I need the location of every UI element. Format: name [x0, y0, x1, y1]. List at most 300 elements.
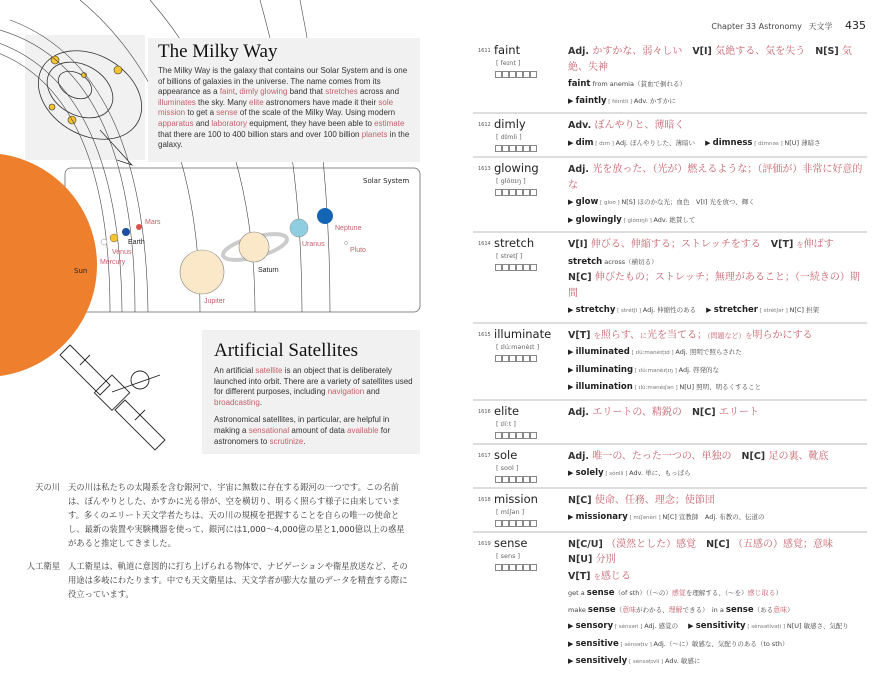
derived-word: faintly	[575, 95, 607, 106]
definition-line	[568, 536, 867, 567]
satellites-text	[214, 366, 414, 447]
meaning: 唯一の、たった一つの、単独の	[592, 450, 732, 462]
meaning: エリート	[718, 406, 759, 418]
pronunciation: [ ɪlúːmənèɪt ]	[496, 342, 540, 351]
checkbox[interactable]	[516, 71, 523, 78]
translation-text: 天の川は私たちの太陽系を含む銀河で、宇宙に無数に存在する銀河の一つです。この名前は、ぼんやりとした、かすかに光る帯が、空を横切り、明るく照らす様子に由来しています。多くのエリート天文学者たちは、天の川の規模を把握することを自らの唯一の使命とし、最新の装置や実験機器を使って、銀河には1,000〜4,000億の星と1,000億以上の惑星があると推定してきました。	[68, 482, 405, 548]
text-run: Astronomical satellites, in particular, are helpful in making a	[214, 415, 390, 435]
planet-label-neptune: Neptune	[335, 225, 362, 232]
derived-word: sensitive	[575, 638, 619, 649]
note: across（横切る）	[602, 257, 658, 266]
checkbox[interactable]	[530, 520, 537, 527]
arrow-icon: ▶	[568, 365, 576, 374]
chapter-title-ja: 天文学	[808, 22, 833, 31]
meaning: ぼんやりと、薄暗く	[594, 120, 685, 131]
meaning: 伸びたもの；ストレッチ；無理があること；（一続きの）期間	[568, 272, 860, 299]
meaning-particle: に	[640, 331, 648, 340]
meaning-particle: 感覚	[671, 589, 686, 597]
checkbox[interactable]	[502, 355, 509, 362]
headword: dimly	[494, 117, 526, 131]
highlighted-vocab: apparatus	[158, 118, 194, 128]
highlighted-vocab: satellite	[255, 366, 283, 375]
derived-word: stretchy	[575, 305, 616, 315]
checkbox[interactable]	[516, 520, 523, 527]
headword: mission	[494, 491, 538, 506]
checkbox[interactable]	[523, 520, 530, 527]
meaning: 明らかにする	[752, 329, 813, 341]
checkbox[interactable]	[516, 189, 523, 196]
checkbox[interactable]	[502, 189, 509, 196]
highlighted-vocab: faint	[219, 87, 235, 97]
text-run: is an object that is deliberately launched into orbit. There are a variety of satellites used for different purposes, including	[214, 366, 413, 397]
text-run: An artificial	[214, 366, 256, 375]
pronunciation: [ sóʊlli ]	[603, 471, 630, 477]
note: （ある	[753, 605, 774, 614]
translation-label: 天の川	[35, 482, 60, 492]
derived-word: stretcher	[713, 305, 758, 315]
vocab-entry	[473, 489, 867, 533]
definition-line	[568, 404, 867, 420]
meaning: 照らす、	[600, 329, 641, 341]
definition-line	[568, 161, 867, 192]
pronunciation: [ gloʊ ]	[598, 200, 622, 206]
definition-line	[568, 43, 867, 74]
checkbox[interactable]	[509, 189, 516, 196]
arrow-icon: ▶	[568, 383, 576, 391]
checkbox[interactable]	[495, 264, 502, 271]
vocab-entry	[473, 233, 867, 324]
derived-word: glow	[575, 197, 599, 207]
pronunciation: [ mɪ́ʃən ]	[496, 507, 525, 516]
pronunciation: [ sènsətívəṭi ]	[745, 624, 787, 630]
highlighted-vocab: dimly glowing	[239, 87, 288, 97]
meaning: エリートの、精鋭の	[592, 406, 682, 418]
note: （of sth）（（〜の）	[614, 589, 672, 597]
arrow-icon: ▶	[568, 215, 576, 224]
derived-word: faint	[568, 79, 591, 89]
pronunciation: [ ɪlúːmənèɪṭɪd ]	[629, 350, 676, 356]
meaning: 光を当てる；	[647, 329, 708, 341]
pronunciation: [ glóʊɪŋli ]	[621, 217, 654, 224]
arrow-icon: ▶	[568, 513, 576, 521]
meaning: 光を放った、（光が）燃えるような；（評価が）非常に好意的な	[568, 164, 863, 191]
derived-word: sense	[587, 604, 616, 615]
checkbox[interactable]	[495, 476, 502, 483]
part-of-speech: V[T]	[770, 239, 797, 250]
meaning: 感じる	[600, 570, 631, 582]
highlighted-vocab: sense	[216, 108, 238, 118]
entry-number: 1617	[478, 452, 491, 459]
checkbox[interactable]	[509, 71, 516, 78]
derived-word: glowingly	[575, 214, 622, 225]
translation-label: 人工衛星	[26, 561, 60, 571]
note: Adv. 単に、もっぱら	[629, 469, 691, 477]
checkbox[interactable]	[530, 264, 537, 271]
part-of-speech: N[C]	[691, 406, 719, 418]
text-run: band that	[287, 87, 326, 97]
checkbox[interactable]	[509, 355, 516, 362]
definition-line	[568, 652, 867, 669]
text-run: the sky. Many	[195, 97, 249, 107]
note: N[U] 薄暗さ	[784, 138, 821, 147]
definition-line	[568, 464, 867, 481]
definition-line	[568, 378, 867, 395]
meaning: 伸ばす	[803, 239, 834, 250]
pronunciation: [ ɪlúːmənèɪṭɪŋ ]	[633, 367, 679, 374]
note: がわかる、	[636, 605, 669, 614]
checkbox[interactable]	[516, 145, 523, 152]
arrow-icon: ▶	[568, 198, 576, 206]
definition-line	[568, 253, 867, 269]
checkbox[interactable]	[495, 520, 502, 527]
pronunciation: [ strétʃər ]	[757, 308, 790, 314]
definitions	[568, 448, 867, 481]
highlighted-vocab: available	[347, 425, 379, 435]
translation-milky-way	[20, 480, 420, 550]
checkbox[interactable]	[523, 264, 530, 271]
arrow-icon: ▶	[568, 622, 576, 630]
highlighted-vocab: stretches	[325, 87, 358, 97]
checkboxes	[495, 520, 537, 527]
arrow-icon: ▶	[568, 657, 576, 665]
checkbox[interactable]	[509, 476, 516, 483]
text-run: for astronomers to	[214, 425, 391, 446]
checkbox[interactable]	[502, 564, 509, 571]
meaning: 伸びる、伸縮する；ストレッチをする	[590, 239, 761, 250]
pronunciation: [ sénsəṭɪvli ]	[627, 659, 665, 665]
meaning: 分別	[595, 554, 616, 565]
highlighted-vocab: laboratory	[211, 118, 247, 128]
meaning: （五感の）感覚；意味	[733, 538, 834, 550]
derived-word: sensory	[575, 621, 614, 631]
note: N[C] 担架	[789, 306, 820, 314]
definitions	[568, 117, 867, 150]
meaning-particle: 感じ取る	[747, 589, 776, 597]
definition-line	[568, 75, 867, 91]
solar-system-title: Solar System	[363, 177, 410, 185]
part-of-speech: N[C/U]	[568, 538, 607, 550]
text-run: equipment, they have been able to	[246, 118, 375, 128]
derived-word: missionary	[575, 512, 628, 522]
headword: elite	[494, 403, 520, 418]
part-of-speech: Adj.	[568, 164, 593, 175]
note: Adj. 伸縮性のある	[642, 306, 697, 314]
headword: faint	[494, 43, 521, 57]
part-of-speech: V[T]	[568, 329, 594, 341]
part-of-speech: V[T]	[568, 570, 594, 582]
part-of-speech: N[C]	[706, 538, 734, 550]
derived-word: solely	[575, 468, 604, 478]
pronunciation: [ ɪlùːmənéɪʃən ]	[632, 385, 680, 391]
checkbox[interactable]	[502, 476, 509, 483]
note: Adj. 啓発的な	[678, 365, 720, 374]
definition-line	[568, 635, 867, 652]
checkbox[interactable]	[509, 264, 516, 271]
part-of-speech: N[C]	[568, 272, 595, 283]
text-run: astronomers have made it their	[263, 97, 379, 107]
entry-number: 1611	[478, 48, 491, 54]
highlighted-vocab: sensational	[248, 425, 290, 435]
definition-line	[568, 568, 867, 584]
headword: sense	[494, 535, 528, 550]
checkbox[interactable]	[523, 189, 530, 196]
checkbox[interactable]	[495, 355, 502, 362]
note: N[U] 敏感さ、気配り	[786, 622, 849, 630]
headword: illuminate	[494, 326, 552, 341]
definition-line	[568, 301, 867, 318]
checkbox[interactable]	[530, 71, 537, 78]
definition-line	[568, 193, 867, 210]
meaning: 気絶、失神	[568, 46, 853, 73]
derived-word: sense	[586, 588, 615, 598]
pronunciation: [ dɪ́mnəs ]	[752, 140, 785, 147]
definition-line	[568, 134, 867, 151]
checkbox[interactable]	[530, 432, 537, 439]
milky-way-body	[158, 66, 416, 151]
note: を理解する、（〜を）	[685, 589, 748, 597]
part-of-speech: Adj.	[568, 450, 593, 462]
vocab-entry	[473, 401, 867, 445]
part-of-speech: N[C]	[568, 494, 595, 506]
note: Adj. 感覚の	[644, 622, 679, 630]
entry-number: 1619	[478, 540, 491, 547]
note: Adj. 照明で照らされた	[675, 348, 742, 356]
checkbox[interactable]	[502, 432, 509, 439]
checkbox[interactable]	[509, 432, 516, 439]
note: （	[615, 605, 623, 614]
definitions	[568, 536, 867, 669]
pronunciation: [ mɪ́ʃənèri ]	[627, 515, 663, 521]
definition-line	[568, 92, 867, 109]
text-run: ,	[234, 87, 240, 97]
checkboxes	[495, 71, 537, 78]
part-of-speech: N[C]	[741, 450, 769, 462]
meaning: 気絶する、気を失う	[715, 46, 806, 57]
text-run: to get a	[185, 108, 217, 118]
checkboxes	[495, 189, 537, 196]
vocab-entry	[473, 533, 867, 673]
checkboxes	[495, 432, 537, 439]
arrow-icon: ▶	[705, 138, 713, 147]
part-of-speech: Adv.	[568, 120, 595, 131]
vocab-entry	[473, 40, 867, 114]
checkbox[interactable]	[502, 71, 509, 78]
satellites-title: Artificial Satellites	[214, 340, 359, 361]
meaning-particle: 意味	[773, 605, 788, 614]
part-of-speech: Adj.	[568, 406, 593, 418]
checkbox[interactable]	[523, 355, 530, 362]
highlighted-vocab: illuminates	[158, 97, 196, 107]
text-run: and	[364, 387, 380, 397]
satellites-panel	[202, 330, 420, 454]
note: get a	[568, 589, 587, 597]
pronunciation: [ dɪm ]	[593, 140, 616, 147]
translation-satellites	[20, 559, 420, 601]
headword: glowing	[494, 161, 539, 175]
arrow-icon: ▶	[568, 96, 576, 105]
checkbox[interactable]	[495, 432, 502, 439]
derived-word: dimness	[712, 137, 753, 148]
part-of-speech: V[I]	[692, 46, 716, 57]
derived-word: sensitively	[575, 656, 628, 666]
entry-number: 1615	[478, 331, 491, 338]
meaning-particle: （問題など）を	[707, 331, 753, 340]
checkbox[interactable]	[502, 145, 509, 152]
meaning-particle: を	[796, 241, 804, 249]
checkbox[interactable]	[495, 145, 502, 152]
checkbox[interactable]	[523, 145, 530, 152]
pronunciation: [ ɪlíːt ]	[496, 419, 516, 428]
checkbox[interactable]	[516, 264, 523, 271]
entry-number: 1618	[478, 496, 491, 503]
checkboxes	[495, 145, 537, 152]
translations	[20, 480, 420, 601]
definitions	[568, 43, 867, 108]
satellite-icon	[60, 345, 165, 450]
arrow-icon: ▶	[568, 306, 576, 314]
translation-text: 人工衛星は、軌道に意図的に打ち上げられる物体で、ナビゲーションや衛星放送など、その用途は多岐にわたります。中でも天文衛星は、天文学者が膨大な量のデータを精査する際に役立っています。	[68, 561, 408, 599]
text-run: in the galaxy.	[158, 129, 410, 150]
checkbox[interactable]	[509, 520, 516, 527]
text-run: that there are 100 to 400 billion stars and over 100 billion	[158, 129, 362, 139]
checkbox[interactable]	[523, 71, 530, 78]
checkbox[interactable]	[502, 520, 509, 527]
derived-word: sensitivity	[695, 621, 746, 631]
definition-line	[568, 601, 867, 617]
checkboxes	[495, 476, 537, 483]
pronunciation: [ sénsəri ]	[613, 624, 645, 630]
planet-label-venus: Venus	[112, 249, 132, 256]
checkbox[interactable]	[495, 564, 502, 571]
part-of-speech: N[S]	[815, 46, 843, 57]
checkbox[interactable]	[495, 71, 502, 78]
definition-line	[568, 584, 867, 600]
checkboxes	[495, 264, 537, 271]
definition-line	[568, 211, 867, 228]
note: N[U] 照明、明るくすること	[679, 383, 762, 391]
arrow-icon: ▶	[688, 622, 696, 630]
note: ）	[787, 605, 794, 614]
definition-line	[568, 361, 867, 378]
vocab-entry	[473, 445, 867, 489]
derived-word: dim	[575, 137, 594, 148]
text-run: of the scale of the Milky Way. Using modern	[237, 108, 396, 118]
note: Adj. ぼんやりした、薄暗い	[615, 138, 696, 147]
definition-line	[568, 343, 867, 360]
checkbox[interactable]	[523, 564, 530, 571]
planet-label-earth: Earth	[128, 239, 145, 246]
highlighted-vocab: elite	[249, 97, 264, 107]
checkbox[interactable]	[530, 564, 537, 571]
definition-line	[568, 508, 867, 525]
milky-way-panel	[148, 38, 420, 162]
meaning: 足の裏、靴底	[768, 450, 829, 462]
meaning: 使命、任務、理念；使節団	[594, 494, 715, 506]
checkbox[interactable]	[509, 145, 516, 152]
derived-word: illuminating	[575, 364, 634, 375]
text-run: .	[303, 436, 306, 446]
pronunciation: [ sens ]	[496, 551, 521, 560]
vocabulary-list	[473, 40, 867, 673]
checkbox[interactable]	[516, 432, 523, 439]
pronunciation: [ glóʊɪŋ ]	[496, 177, 526, 185]
checkbox[interactable]	[495, 189, 502, 196]
arrow-icon: ▶	[568, 138, 576, 147]
checkbox[interactable]	[523, 432, 530, 439]
planet-label-mars: Mars	[145, 219, 161, 226]
definition-line	[568, 236, 867, 252]
checkbox[interactable]	[502, 264, 509, 271]
satellites-body	[214, 366, 414, 408]
sun-label: Sun	[74, 267, 88, 275]
highlighted-vocab: scrutinize	[269, 436, 304, 446]
checkbox[interactable]	[516, 564, 523, 571]
page-number: 435	[845, 19, 866, 32]
checkbox[interactable]	[509, 564, 516, 571]
derived-word: illuminated	[575, 347, 630, 357]
note: N[C] 宣教師 Adj. 布教の、伝道の	[662, 513, 765, 521]
meaning-particle: を	[593, 572, 601, 581]
definitions	[568, 492, 867, 525]
definitions	[568, 161, 867, 227]
definitions	[568, 404, 867, 420]
derived-word: illumination	[575, 382, 633, 392]
part-of-speech: Adj.	[568, 46, 593, 57]
definitions	[568, 236, 867, 318]
text-run: .	[259, 397, 263, 407]
entry-number: 1616	[478, 408, 491, 415]
note: Adv. かすかに	[633, 96, 676, 105]
checkboxes	[495, 355, 537, 362]
highlighted-vocab: sole mission	[158, 97, 394, 118]
pronunciation: [ strétʃi ]	[615, 308, 643, 314]
checkbox[interactable]	[516, 355, 523, 362]
pronunciation: [ stretʃ ]	[496, 252, 523, 260]
arrow-icon: ▶	[568, 639, 576, 648]
checkbox[interactable]	[516, 476, 523, 483]
note: Adv. 絶賛して	[653, 215, 696, 224]
pronunciation: [ sénsəṭɪv ]	[618, 641, 654, 648]
definition-line	[568, 448, 867, 464]
highlighted-vocab: estimate	[374, 118, 405, 128]
definition-line	[568, 269, 867, 300]
arrow-icon: ▶	[706, 306, 714, 314]
planet-label-uranus: Uranus	[302, 241, 325, 248]
meaning: （漠然とした）感覚	[606, 538, 697, 550]
arrow-icon: ▶	[568, 469, 576, 477]
note: できる） in a	[682, 605, 726, 614]
checkbox[interactable]	[523, 476, 530, 483]
note: Adv. 敏感に	[664, 657, 701, 665]
text-run: amount of data	[289, 425, 347, 435]
checkbox[interactable]	[530, 189, 537, 196]
milky-way-title: The Milky Way	[158, 41, 278, 62]
highlighted-vocab: navigation	[327, 387, 365, 397]
meaning: かすかな、弱々しい	[592, 46, 683, 57]
checkbox[interactable]	[530, 145, 537, 152]
pronunciation: [ soʊl ]	[496, 463, 519, 472]
definitions	[568, 327, 867, 395]
checkbox[interactable]	[530, 476, 537, 483]
pronunciation: [ féɪntli ]	[606, 98, 634, 105]
text-run: The Milky Way is the galaxy that contains our Solar System and is one of billions of galaxies in the universe. The name comes from its appearance as a	[158, 66, 408, 97]
running-header	[711, 19, 866, 32]
vocab-entry	[473, 114, 867, 158]
meaning-particle: 意味	[622, 605, 637, 614]
checkbox[interactable]	[530, 355, 537, 362]
planet-label-pluto: Pluto	[350, 247, 366, 254]
part-of-speech: V[I]	[568, 239, 591, 250]
